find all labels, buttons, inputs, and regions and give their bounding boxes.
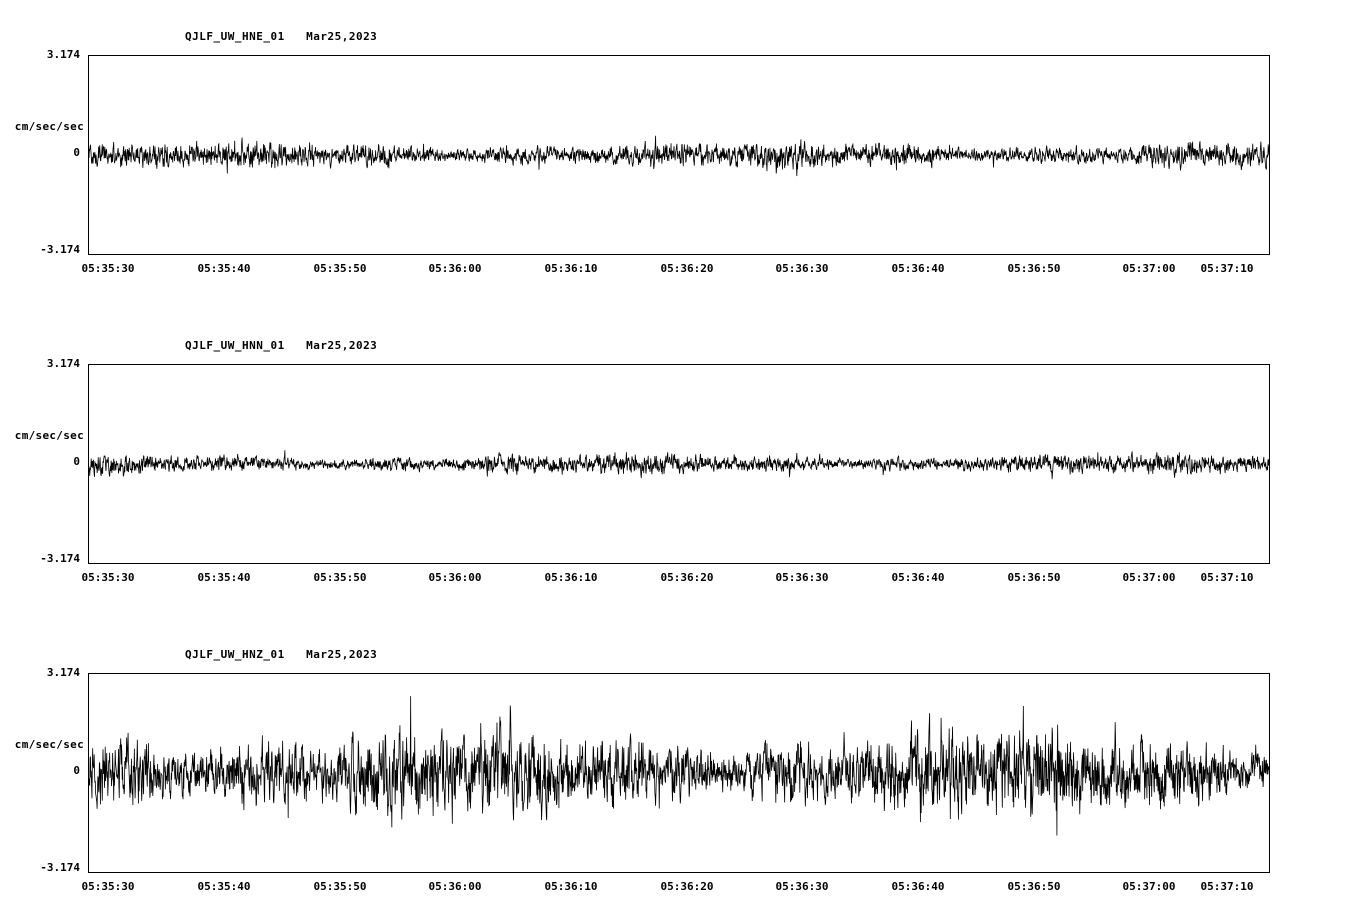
x-tick: 05:36:30 bbox=[775, 880, 829, 893]
x-tick: 05:36:00 bbox=[428, 880, 482, 893]
y-tick-zero: 0 bbox=[73, 764, 80, 777]
y-tick-max: 3.174 bbox=[46, 48, 80, 61]
x-tick: 05:37:10 bbox=[1200, 262, 1254, 275]
x-tick: 05:36:10 bbox=[544, 880, 598, 893]
x-tick: 05:36:50 bbox=[1007, 262, 1061, 275]
x-tick: 05:36:40 bbox=[891, 880, 945, 893]
x-tick: 05:37:00 bbox=[1122, 571, 1176, 584]
x-tick: 05:36:20 bbox=[660, 880, 714, 893]
x-tick: 05:36:30 bbox=[775, 262, 829, 275]
waveform-trace-hnn bbox=[89, 365, 1269, 563]
y-tick-zero: 0 bbox=[73, 146, 80, 159]
x-tick: 05:35:30 bbox=[81, 262, 135, 275]
panel-title: QJLF_UW_HNZ_01 Mar25,2023 bbox=[185, 648, 378, 661]
panel-title: QJLF_UW_HNE_01 Mar25,2023 bbox=[185, 30, 378, 43]
x-tick: 05:37:00 bbox=[1122, 880, 1176, 893]
x-tick: 05:35:40 bbox=[197, 262, 251, 275]
x-tick: 05:35:50 bbox=[313, 571, 367, 584]
x-tick: 05:35:50 bbox=[313, 262, 367, 275]
panel-title: QJLF_UW_HNN_01 Mar25,2023 bbox=[185, 339, 378, 352]
plot-area-hne[interactable] bbox=[88, 55, 1270, 255]
plot-area-hnz[interactable] bbox=[88, 673, 1270, 873]
x-tick: 05:37:00 bbox=[1122, 262, 1176, 275]
waveform-trace-hne bbox=[89, 56, 1269, 254]
x-tick: 05:35:50 bbox=[313, 880, 367, 893]
x-tick: 05:35:30 bbox=[81, 880, 135, 893]
x-tick: 05:35:40 bbox=[197, 880, 251, 893]
seismogram-panel-hnz bbox=[0, 616, 1358, 924]
x-tick: 05:37:10 bbox=[1200, 571, 1254, 584]
y-tick-min: -3.174 bbox=[40, 243, 80, 256]
x-tick: 05:36:30 bbox=[775, 571, 829, 584]
x-tick: 05:36:50 bbox=[1007, 571, 1061, 584]
x-tick: 05:36:00 bbox=[428, 262, 482, 275]
y-axis-label: cm/sec/sec bbox=[14, 120, 84, 133]
seismogram-panel-hne bbox=[0, 0, 1358, 308]
x-tick: 05:36:20 bbox=[660, 262, 714, 275]
x-tick: 05:36:20 bbox=[660, 571, 714, 584]
y-axis-label: cm/sec/sec bbox=[14, 429, 84, 442]
x-tick: 05:36:10 bbox=[544, 262, 598, 275]
y-tick-min: -3.174 bbox=[40, 552, 80, 565]
y-tick-min: -3.174 bbox=[40, 861, 80, 874]
x-tick: 05:36:00 bbox=[428, 571, 482, 584]
x-tick: 05:35:40 bbox=[197, 571, 251, 584]
seismogram-panel-hnn bbox=[0, 308, 1358, 616]
y-tick-max: 3.174 bbox=[46, 666, 80, 679]
plot-area-hnn[interactable] bbox=[88, 364, 1270, 564]
y-tick-zero: 0 bbox=[73, 455, 80, 468]
x-tick: 05:35:30 bbox=[81, 571, 135, 584]
x-tick: 05:37:10 bbox=[1200, 880, 1254, 893]
x-tick: 05:36:50 bbox=[1007, 880, 1061, 893]
x-tick: 05:36:10 bbox=[544, 571, 598, 584]
waveform-trace-hnz bbox=[89, 674, 1269, 872]
y-tick-max: 3.174 bbox=[46, 357, 80, 370]
x-tick: 05:36:40 bbox=[891, 262, 945, 275]
y-axis-label: cm/sec/sec bbox=[14, 738, 84, 751]
x-tick: 05:36:40 bbox=[891, 571, 945, 584]
